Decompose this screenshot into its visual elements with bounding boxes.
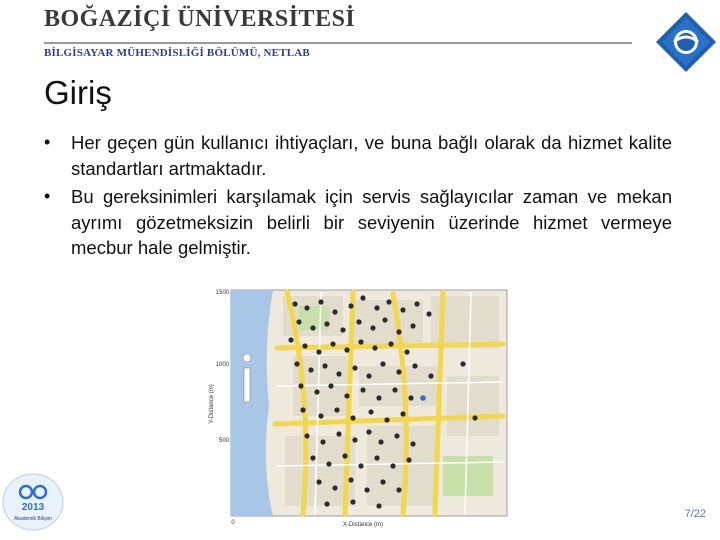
y-axis-label: Y-Distance (m) (209, 384, 215, 424)
page-number: 7/22 (684, 508, 706, 520)
bullet-item: • Her geçen gün kullanıcı ihtiyaçları, ve buna bağlı olarak da hizmet kalite standartları artmaktadır. (44, 130, 672, 181)
x-tick: 0 (231, 520, 235, 526)
university-logo (654, 10, 718, 74)
y-tick: 500 (218, 438, 229, 444)
bullet-list (44, 130, 672, 264)
badge-year: 2013 (21, 502, 45, 513)
y-tick: 1500 (215, 290, 229, 296)
conference-badge (0, 472, 66, 532)
badge-caption: Akademik Bilişim (14, 516, 52, 522)
slide-title: Giriş (44, 74, 112, 111)
university-name: BOĞAZİÇİ ÜNİVERSİTESİ (44, 6, 356, 32)
header-divider (44, 42, 632, 44)
y-tick: 1000 (215, 362, 229, 368)
city-map-figure (203, 286, 510, 528)
x-axis-label: X-Distance (m) (342, 522, 384, 528)
bullet-item: • Bu gereksinimleri karşılamak için servis sağlayıcılar zaman ve mekan ayrımı gözetmeksizin belirli bir seviyenin üzerinde hizmet vermeye mecbur hale gelmiştir. (44, 184, 672, 261)
department-name: BİLGİSAYAR MÜHENDİSLİĞİ BÖLÜMÜ, NETLAB (44, 47, 310, 59)
